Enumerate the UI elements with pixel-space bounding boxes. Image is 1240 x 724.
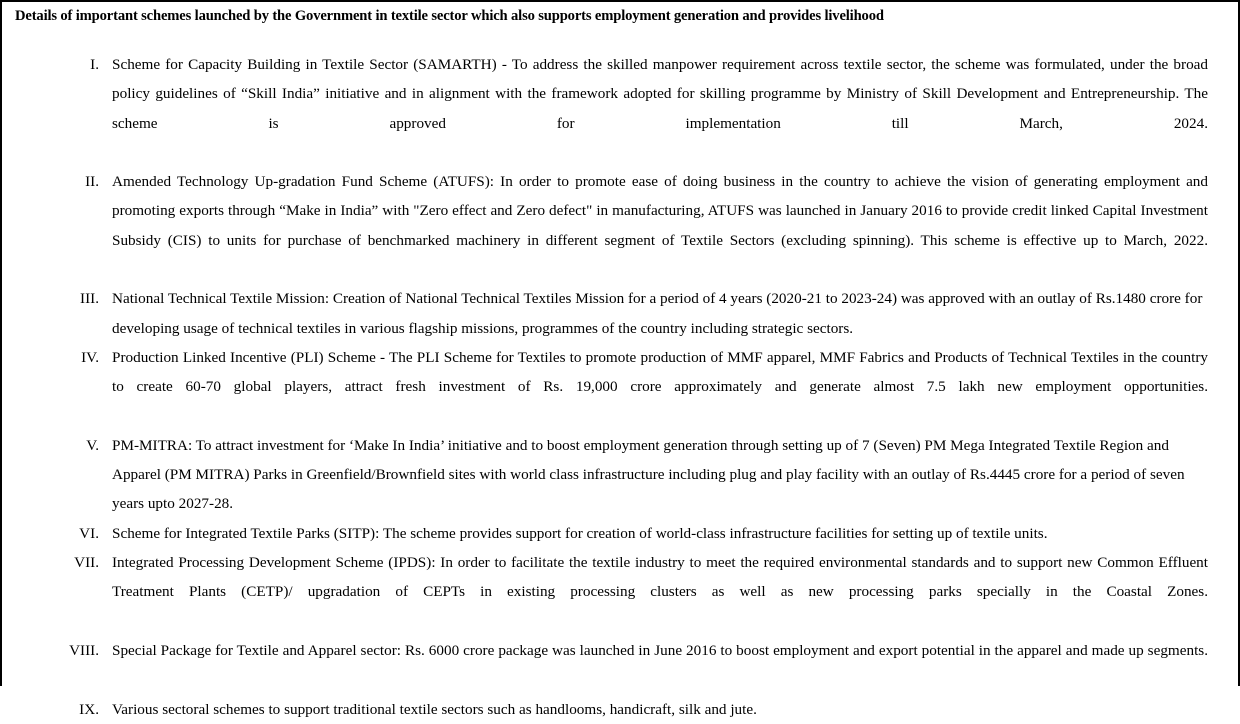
- list-item: [14, 284, 1226, 343]
- list-item-text: Integrated Processing Development Scheme (IPDS): In order to facilitate the textile industry to meet the required environmental standards and to support new Common Effluent Treatment Plants (CETP)/ upgradation of CEPTs in existing processing clusters as well as new processing parks specially in the Coastal Zones.: [112, 554, 1208, 601]
- list-item-text: National Technical Textile Mission: Creation of National Technical Textiles Mission for a period of 4 years (2020-21 to 2023-24) was approved with an outlay of Rs.1480 crore for developing usage of technical textiles in various flagship missions, programmes of the country including strategic sectors.: [112, 290, 1203, 337]
- list-item-marker: VII.: [74, 554, 99, 572]
- list-item: [14, 167, 1226, 284]
- list-item-text: Various sectoral schemes to support traditional textile sectors such as handlooms, handicraft, silk and jute.: [112, 700, 757, 718]
- scheme-list: [14, 50, 1226, 724]
- list-item-text: PM-MITRA: To attract investment for ‘Make In India’ initiative and to boost employment generation through setting up of 7 (Seven) PM Mega Integrated Textile Region and Apparel (PM MITRA) Parks in Greenfield/Brownfield sites with world class infrastructure including plug and play facility with an outlay of Rs.4445 crore for a period of seven years upto 2027-28.: [112, 436, 1185, 513]
- list-item-text: Production Linked Incentive (PLI) Scheme - The PLI Scheme for Textiles to promote production of MMF apparel, MMF Fabrics and Products of Technical Textiles in the country to create 60-70 global players, attract fresh investment of Rs. 19,000 crore approximately and generate almost 7.5 lakh new employment opportunities.: [112, 348, 1208, 396]
- list-item-marker: IX.: [79, 700, 99, 718]
- list-item-marker: V.: [86, 436, 99, 454]
- list-item-marker: VI.: [79, 524, 99, 542]
- list-item-text: Scheme for Integrated Textile Parks (SITP): The scheme provides support for creation of world-class infrastructure facilities for setting up of textile units.: [112, 524, 1048, 542]
- list-item-marker: I.: [90, 55, 99, 73]
- list-item: [14, 519, 1226, 548]
- list-item-marker: III.: [80, 290, 99, 308]
- list-item-marker: VIII.: [69, 641, 99, 659]
- list-item-text: Scheme for Capacity Building in Textile Sector (SAMARTH) - To address the skilled manpower requirement across textile sector, the scheme was formulated, under the broad policy guidelines of “Skill India” initiative and in alignment with the framework adopted for skilling programme by Ministry of Skill Development and Entrepreneurship. The scheme is approved for implementation till March, 2024.: [112, 55, 1208, 132]
- heading-body-spacer: [14, 26, 1226, 50]
- list-item-marker: II.: [85, 173, 99, 191]
- list-item: [14, 50, 1226, 167]
- list-item: [14, 695, 1226, 724]
- document-heading: Details of important schemes launched by the Government in textile sector which also supports employment generation and provides livelihood: [15, 8, 884, 24]
- list-item: [14, 548, 1226, 636]
- list-item: [14, 636, 1226, 695]
- list-item: [14, 431, 1226, 519]
- list-item: [14, 343, 1226, 431]
- list-item-text: Special Package for Textile and Apparel sector: Rs. 6000 crore package was launched in June 2016 to boost employment and export potential in the apparel and made up segments.: [112, 641, 1208, 659]
- list-item-marker: IV.: [81, 348, 99, 366]
- list-item-text: Amended Technology Up-gradation Fund Scheme (ATUFS): In order to promote ease of doing business in the country to achieve the vision of generating employment and promoting exports through “Make in India” with "Zero effect and Zero defect" in manufacturing, ATUFS was launched in January 2016 to provide credit linked Capital Investment Subsidy (CIS) to units for purchase of benchmarked machinery in different segment of Textile Sectors (excluding spinning). This scheme is effective up to March, 2022.: [112, 173, 1208, 249]
